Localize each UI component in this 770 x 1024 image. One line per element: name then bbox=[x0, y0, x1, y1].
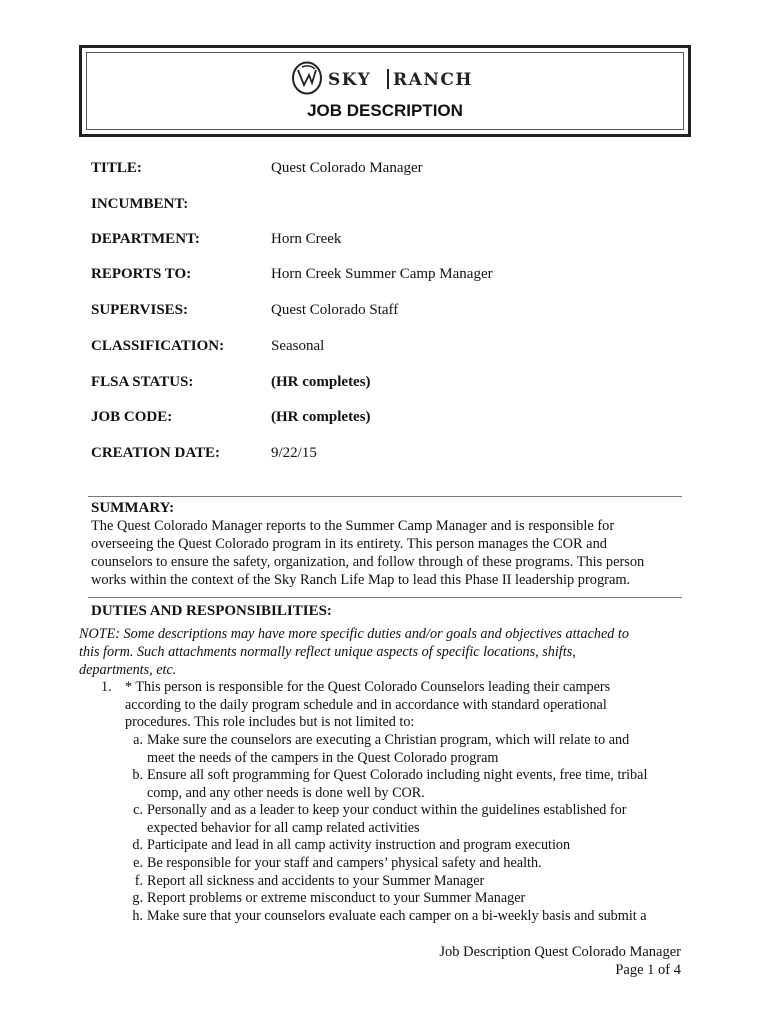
subitem-line: Ensure all soft programming for Quest Colorado including night events, free time, tribal bbox=[147, 767, 648, 783]
section-divider bbox=[88, 597, 682, 598]
field-label: SUPERVISES: bbox=[91, 302, 189, 318]
duties-note bbox=[79, 625, 679, 679]
field-title bbox=[91, 160, 691, 180]
subitem-line: expected behavior for all camp related activities bbox=[147, 819, 420, 836]
summary-line: The Quest Colorado Manager reports to the Summer Camp Manager and is responsible for bbox=[91, 518, 615, 534]
footer-page-number: Page 1 of 4 bbox=[615, 962, 681, 978]
section-divider bbox=[88, 496, 682, 497]
subitem-letter: c. bbox=[133, 802, 143, 818]
subitem-text bbox=[147, 837, 687, 855]
list-item-line: * This person is responsible for the Quest Colorado Counselors leading their campers bbox=[125, 679, 611, 695]
field-label: TITLE: bbox=[91, 160, 142, 176]
note-line: departments, etc. bbox=[79, 662, 177, 678]
logo-icon bbox=[290, 61, 500, 95]
subitem-line: Make sure that your counselors evaluate each camper on a bi-weekly basis and submit a bbox=[147, 908, 647, 924]
field-reports-to bbox=[91, 266, 691, 286]
duties-heading: DUTIES AND RESPONSIBILITIES: bbox=[91, 603, 332, 619]
field-value: Horn Creek Summer Camp Manager bbox=[271, 266, 493, 282]
list-item-text bbox=[125, 679, 685, 732]
sky-ranch-logo bbox=[290, 61, 500, 95]
field-label: CREATION DATE: bbox=[91, 445, 221, 461]
subitem-letter: h. bbox=[132, 908, 143, 924]
list-item-line: according to the daily program schedule and in accordance with standard operational bbox=[125, 696, 607, 713]
field-label: FLSA STATUS: bbox=[91, 374, 194, 390]
field-label: DEPARTMENT: bbox=[91, 231, 200, 247]
summary-line: overseeing the Quest Colorado program in its entirety. This person manages the COR and bbox=[91, 536, 607, 552]
svg-text:SKY: SKY bbox=[328, 70, 372, 90]
page-footer bbox=[439, 943, 681, 979]
field-classification bbox=[91, 338, 691, 358]
subitem-text bbox=[147, 855, 687, 873]
subitem-line: Participate and lead in all camp activity instruction and program execution bbox=[147, 837, 571, 853]
subitem-letter: g. bbox=[132, 890, 143, 906]
subitem-letter: f. bbox=[134, 873, 143, 889]
subitem-text bbox=[147, 890, 687, 908]
subitem-line: comp, and any other needs is done well by COR. bbox=[147, 784, 425, 801]
field-job-code bbox=[91, 409, 691, 429]
header-inner-border bbox=[86, 52, 684, 130]
header-box bbox=[79, 45, 691, 137]
subitem-text bbox=[147, 732, 687, 767]
field-value: (HR completes) bbox=[271, 409, 371, 425]
subitem-line: Report all sickness and accidents to your Summer Manager bbox=[147, 873, 485, 889]
field-value: Horn Creek bbox=[271, 231, 342, 247]
list-item-number: 1. bbox=[101, 679, 112, 695]
subitem-line: Be responsible for your staff and campers’ physical safety and health. bbox=[147, 855, 542, 871]
note-line: this form. Such attachments normally reflect unique aspects of specific locations, shifts, bbox=[79, 644, 576, 660]
svg-text:RANCH: RANCH bbox=[393, 70, 473, 90]
field-value: 9/22/15 bbox=[271, 445, 317, 461]
subitem-line: Report problems or extreme misconduct to your Summer Manager bbox=[147, 890, 526, 906]
field-incumbent bbox=[91, 196, 691, 216]
field-value: Quest Colorado Staff bbox=[271, 302, 399, 318]
subitem-text bbox=[147, 873, 687, 891]
subitem-line: Personally and as a leader to keep your conduct within the guidelines established for bbox=[147, 802, 627, 818]
subitem-text bbox=[147, 802, 687, 837]
summary-text bbox=[91, 517, 681, 589]
subitem-letter: e. bbox=[133, 855, 143, 871]
subitem-line: meet the needs of the campers in the Quest Colorado program bbox=[147, 749, 499, 766]
document-title: JOB DESCRIPTION bbox=[307, 101, 463, 120]
subitem-letter: d. bbox=[132, 837, 143, 853]
list-item-line: procedures. This role includes but is not limited to: bbox=[125, 714, 415, 730]
field-value: (HR completes) bbox=[271, 374, 371, 390]
field-label: JOB CODE: bbox=[91, 409, 173, 425]
field-label: REPORTS TO: bbox=[91, 266, 192, 282]
subitem-line: Make sure the counselors are executing a Christian program, which will relate to and bbox=[147, 732, 630, 748]
summary-line: counselors to ensure the safety, organization, and follow through of these programs. This person bbox=[91, 554, 645, 570]
field-value: Quest Colorado Manager bbox=[271, 160, 423, 176]
field-supervises bbox=[91, 302, 691, 322]
subitem-letter: b. bbox=[132, 767, 143, 783]
summary-line: works within the context of the Sky Ranch Life Map to lead this Phase II leadership program. bbox=[91, 572, 631, 588]
subitem-letter: a. bbox=[133, 732, 143, 748]
note-line: NOTE: Some descriptions may have more specific duties and/or goals and objectives attached to bbox=[79, 626, 629, 642]
field-label: CLASSIFICATION: bbox=[91, 338, 225, 354]
subitem-text bbox=[147, 908, 687, 926]
field-creation-date bbox=[91, 445, 691, 465]
field-department bbox=[91, 231, 691, 251]
summary-heading: SUMMARY: bbox=[91, 500, 175, 516]
subitem-text bbox=[147, 767, 687, 802]
field-flsa-status bbox=[91, 374, 691, 394]
field-value: Seasonal bbox=[271, 338, 325, 354]
footer-doc-name: Job Description Quest Colorado Manager bbox=[439, 944, 681, 960]
field-label: INCUMBENT: bbox=[91, 196, 189, 212]
